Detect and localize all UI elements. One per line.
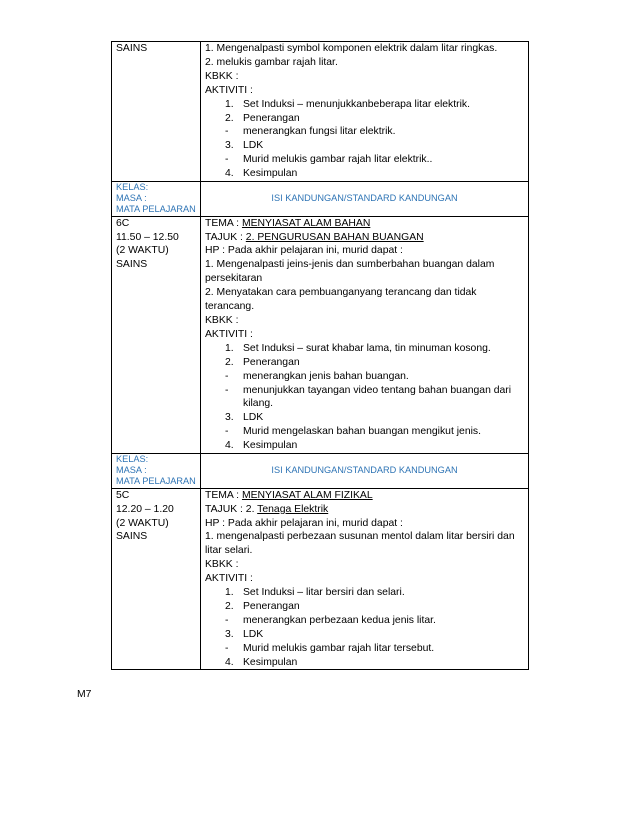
kbkk-label: KBKK : (205, 315, 239, 327)
isi-kandungan-header: ISI KANDUNGAN/STANDARD KANDUNGAN (201, 454, 529, 489)
list-item (205, 656, 524, 670)
mata-pelajaran-label: MATA PELAJARAN (116, 476, 196, 487)
list-item (205, 139, 524, 153)
lesson-info-cell (112, 488, 201, 670)
step-marker: 4. (225, 168, 234, 180)
step-text: menerangkan jenis bahan buangan. (243, 370, 409, 382)
step-text: Murid mengelaskan bahan buangan mengikut jenis. (243, 426, 481, 438)
step-text: Set Induksi – menunjukkanbeberapa litar elektrik. (243, 98, 470, 110)
lesson-row (112, 216, 529, 453)
masa-label: MASA : (116, 193, 147, 204)
list-item (205, 342, 524, 356)
kbkk-label: KBKK : (205, 559, 239, 571)
objective: 1. mengenalpasti perbezaan susunan mentol dalam litar bersiri dan litar selari. (205, 531, 515, 557)
lesson-plan-table (111, 41, 529, 670)
step-marker: 2. (225, 112, 234, 124)
section-header-row (112, 182, 529, 217)
hp-line: HP : Pada akhir pelajaran ini, murid dapat : (205, 245, 403, 257)
list-item (205, 614, 524, 628)
list-item (205, 167, 524, 181)
lesson-row (112, 42, 529, 182)
step-marker: 1. (225, 342, 234, 354)
activity-list (205, 98, 524, 181)
step-text: Murid melukis gambar rajah litar tersebut. (243, 642, 435, 654)
mata-pelajaran-label: MATA PELAJARAN (116, 204, 196, 215)
tajuk-line (205, 503, 524, 517)
step-marker: 3. (225, 140, 234, 152)
lesson-content-cell (201, 216, 529, 453)
step-marker: 3. (225, 412, 234, 424)
step-text: Kesimpulan (243, 440, 298, 452)
subject: SAINS (116, 259, 148, 271)
step-text: Penerangan (243, 600, 300, 612)
list-item (205, 439, 524, 453)
step-text: Murid melukis gambar rajah litar elektrik.. (243, 154, 433, 166)
list-item (205, 411, 524, 425)
list-item (205, 125, 524, 139)
tema-line (205, 489, 524, 503)
objective: 2. Menyatakan cara pembuanganyang terancang dan tidak terancang. (205, 287, 477, 313)
tajuk-value: 2. PENGURUSAN BAHAN BUANGAN (245, 231, 424, 243)
step-marker: - (225, 384, 229, 396)
list-item (205, 425, 524, 439)
list-item (205, 586, 524, 600)
step-marker: - (225, 370, 229, 382)
activity-list (205, 342, 524, 453)
step-marker: - (225, 126, 229, 138)
header-info-cell (112, 454, 201, 489)
header-info-cell (112, 182, 201, 217)
class-name: 6C (116, 217, 130, 229)
step-marker: - (225, 642, 229, 654)
aktiviti-label: AKTIVITI : (205, 328, 253, 340)
tajuk-label: TAJUK : (205, 231, 246, 243)
aktiviti-label: AKTIVITI : (205, 573, 253, 585)
step-text: Penerangan (243, 356, 300, 368)
step-text: Set Induksi – litar bersiri dan selari. (243, 587, 405, 599)
step-marker: 1. (225, 587, 234, 599)
objective: 1. Mengenalpasti jeins-jenis dan sumberbahan buangan dalam persekitaran (205, 259, 495, 285)
step-text: LDK (243, 412, 264, 424)
tema-value: MENYIASAT ALAM FIZIKAL (241, 489, 373, 501)
list-item (205, 642, 524, 656)
step-text: menerangkan perbezaan kedua jenis litar. (243, 614, 436, 626)
objective: 2. melukis gambar rajah litar. (205, 56, 338, 68)
step-text: menerangkan fungsi litar elektrik. (243, 126, 396, 138)
step-marker: 4. (225, 656, 234, 668)
step-text: Penerangan (243, 112, 300, 124)
step-marker: - (225, 154, 229, 166)
isi-kandungan-header: ISI KANDUNGAN/STANDARD KANDUNGAN (201, 182, 529, 217)
tema-value: MENYIASAT ALAM BAHAN (241, 217, 371, 229)
masa-label: MASA : (116, 465, 147, 476)
objective: 1. Mengenalpasti symbol komponen elektrik dalam litar ringkas. (205, 43, 498, 54)
step-marker: 1. (225, 98, 234, 110)
step-text: Kesimpulan (243, 656, 298, 668)
lesson-info-cell (112, 216, 201, 453)
step-marker: - (225, 426, 229, 438)
hp-line: HP : Pada akhir pelajaran ini, murid dapat : (205, 517, 403, 529)
time-range: 11.50 – 12.50 (116, 231, 179, 243)
activity-list (205, 586, 524, 669)
lesson-row (112, 488, 529, 670)
lesson-content-cell (201, 488, 529, 670)
kbkk-label: KBKK : (205, 70, 239, 82)
list-item (205, 153, 524, 167)
tema-label: TEMA : (205, 489, 242, 501)
page-footer-code: M7 (77, 689, 92, 700)
step-marker: 3. (225, 628, 234, 640)
kelas-label: KELAS: (116, 454, 149, 465)
step-marker: - (225, 614, 229, 626)
step-marker: 4. (225, 440, 234, 452)
aktiviti-label: AKTIVITI : (205, 84, 253, 96)
subject: SAINS (116, 531, 148, 543)
section-header-row (112, 454, 529, 489)
list-item (205, 384, 524, 412)
duration: (2 WAKTU) (116, 517, 169, 529)
tajuk-label: TAJUK : 2. (205, 503, 258, 515)
kelas-label: KELAS: (116, 182, 149, 193)
step-marker: 2. (225, 600, 234, 612)
tema-label: TEMA : (205, 217, 242, 229)
step-text: LDK (243, 628, 264, 640)
lesson-info-cell (112, 42, 201, 182)
time-range: 12.20 – 1.20 (116, 503, 174, 515)
subject: SAINS (116, 43, 148, 54)
list-item (205, 370, 524, 384)
duration: (2 WAKTU) (116, 245, 169, 257)
list-item (205, 98, 524, 112)
list-item (205, 112, 524, 126)
step-text: Kesimpulan (243, 168, 298, 180)
tajuk-line (205, 231, 524, 245)
list-item (205, 628, 524, 642)
step-text: menunjukkan tayangan video tentang bahan buangan dari kilang. (243, 384, 512, 410)
class-name: 5C (116, 489, 130, 501)
list-item (205, 356, 524, 370)
tajuk-value: Tenaga Elektrik (257, 503, 329, 515)
step-text: Set Induksi – surat khabar lama, tin minuman kosong. (243, 342, 491, 354)
step-text: LDK (243, 140, 264, 152)
lesson-content-cell (201, 42, 529, 182)
list-item (205, 600, 524, 614)
tema-line (205, 217, 524, 231)
step-marker: 2. (225, 356, 234, 368)
